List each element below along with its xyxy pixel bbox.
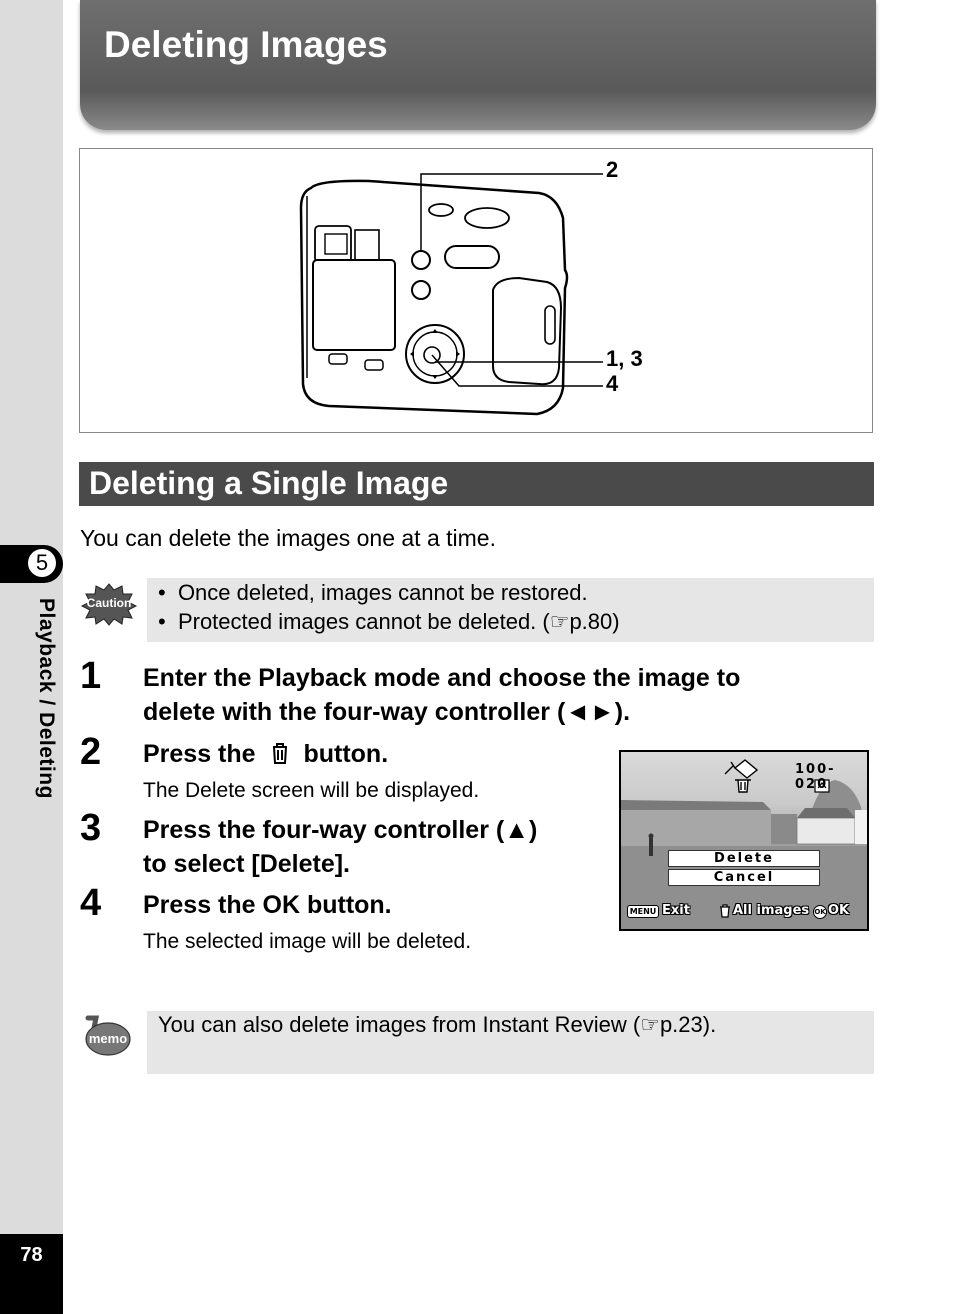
- chapter-number: 5: [26, 547, 58, 579]
- step-4-description: The selected image will be deleted.: [143, 930, 472, 953]
- file-number: 100-020: [795, 762, 836, 792]
- ok-key: OK: [813, 905, 827, 919]
- trash-icon: [269, 741, 291, 765]
- caution-item-2: • Protected images cannot be deleted. (☞p.80): [158, 609, 620, 634]
- section-title: Deleting a Single Image: [89, 465, 449, 501]
- memo-icon-label: memo: [88, 1031, 128, 1046]
- section-intro: You can delete the images one at a time.: [80, 525, 496, 551]
- lcd-screen: [619, 750, 869, 931]
- memo-icon: [82, 1014, 132, 1058]
- camera-illustration: [79, 148, 873, 433]
- step-3-number: 3: [80, 807, 102, 849]
- chapter-label: Playback / Deleting: [35, 598, 58, 799]
- caution-icon-label: Caution: [86, 596, 132, 610]
- step-2-number: 2: [80, 731, 102, 773]
- exit-label: Exit: [662, 903, 690, 918]
- ok-label: OK: [828, 903, 850, 918]
- step-1-number: 1: [80, 655, 102, 697]
- screen-menu-delete[interactable]: Delete: [668, 850, 820, 867]
- page-title: Deleting Images: [104, 24, 388, 65]
- step-2-description: The Delete screen will be displayed.: [143, 779, 480, 802]
- step-1-title: Enter the Playback mode and choose the image to delete with the four-way controller (◄►).: [143, 664, 741, 726]
- caution-icon: [80, 582, 138, 626]
- callout-2: 2: [606, 157, 619, 182]
- caution-item-1: • Once deleted, images cannot be restored.: [158, 580, 588, 605]
- screen-menu-cancel[interactable]: Cancel: [668, 869, 820, 886]
- callout-4: 4: [606, 371, 619, 396]
- memo-text: You can also delete images from Instant Review (☞p.23).: [158, 1012, 717, 1037]
- callout-1-3: 1, 3: [606, 346, 643, 371]
- screen-trash-icon: [719, 904, 731, 918]
- menu-key: MENU: [627, 905, 659, 918]
- step-3-title: Press the four-way controller (▲) to select [Delete].: [143, 816, 538, 878]
- step-2-title: Press the button.: [143, 740, 389, 768]
- step-4-number: 4: [80, 882, 102, 924]
- all-images-label: All images: [733, 903, 810, 918]
- page-number: 78: [20, 1244, 43, 1266]
- step-4-title: Press the OK button.: [143, 891, 392, 919]
